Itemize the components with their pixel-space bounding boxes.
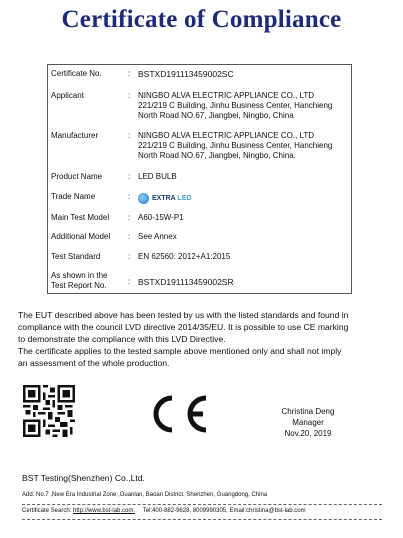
label-product-name: Product Name	[51, 172, 103, 181]
value-main-test-model: A60-15W-P1	[138, 213, 184, 222]
applicant-line: 221/219 C Building, Jinhu Business Center, Hanchieng	[138, 101, 333, 110]
qr-code-icon	[23, 385, 75, 437]
label-test-standard: Test Standard	[51, 252, 101, 261]
label-certificate-no: Certificate No.	[51, 69, 102, 78]
label-line: As shown in the	[51, 271, 108, 280]
label-test-report	[51, 271, 123, 291]
bulb-logo-icon	[138, 193, 149, 204]
separator: :	[128, 277, 131, 286]
statement-line: The EUT described above has been tested by us with the listed standards and found in	[18, 310, 349, 320]
certificate-title: Certificate of Compliance	[61, 6, 342, 33]
ce-mark-icon	[146, 393, 212, 435]
manufacturer-line: North Road NO.67, Jiangbei, Ningbo, China.	[138, 151, 296, 160]
label-main-test-model: Main Test Model	[51, 213, 110, 222]
separator: :	[128, 69, 131, 78]
label-applicant: Applicant	[51, 91, 84, 100]
manufacturer-line: NINGBO ALVA ELECTRIC APPLIANCE CO., LTD	[138, 131, 315, 140]
company-address: Add: No.7 ,New Era Industrial Zone ,Guanlan, Baoan District, Shenzhen, Guangdong, China	[22, 492, 268, 498]
website-link[interactable]: http://www.bst-lab.com.	[73, 508, 136, 514]
brand-word-led: LED	[177, 194, 192, 202]
company-name: BST Testing(Shenzhen) Co.,Ltd.	[22, 473, 145, 483]
brand-word: EXTRA	[152, 194, 176, 202]
label-additional-model: Additional Model	[51, 232, 111, 241]
label-manufacturer: Manufacturer	[51, 131, 99, 140]
certificate-search-label: Certificate Search:	[22, 508, 72, 514]
compliance-statement	[18, 309, 390, 369]
separator: :	[128, 213, 131, 222]
statement-line: an assessment of the whole production.	[18, 358, 170, 368]
brand-name	[152, 194, 191, 204]
signer-name: Christina Deng	[281, 407, 335, 416]
value-applicant	[138, 91, 348, 121]
contact-line	[22, 508, 306, 514]
label-line: Test Report No.	[51, 281, 107, 290]
value-test-standard: EN 62560: 2012+A1:2015	[138, 252, 231, 261]
certificate-details-table	[47, 64, 352, 294]
separator: :	[128, 91, 131, 100]
statement-line: to demonstrate the compliance with this LVD Directive.	[18, 334, 226, 344]
value-certificate-no: BSTXD191113459002SC	[138, 69, 234, 79]
separator: :	[128, 232, 131, 241]
separator: :	[128, 192, 131, 201]
applicant-line: NINGBO ALVA ELECTRIC APPLIANCE CO., LTD	[138, 91, 315, 100]
value-manufacturer	[138, 131, 348, 161]
statement-line: compliance with the council LVD directive 2014/35/EU. It is possible to use CE marking	[18, 322, 349, 332]
value-additional-model: See Annex	[138, 232, 177, 241]
footer-divider	[22, 519, 382, 520]
value-product-name: LED BULB	[138, 172, 177, 181]
phone-email: Tel:400-882-9628, 8009990305, Email:christina@bst-lab.com	[142, 508, 306, 514]
trade-name-logo	[138, 193, 348, 204]
signature-date: Nov.20, 2019	[284, 429, 332, 438]
signature-block	[258, 406, 358, 439]
manufacturer-line: 221/219 C Building, Jinhu Business Center, Hanchieng	[138, 141, 333, 150]
signer-title: Manager	[292, 418, 324, 427]
applicant-line: North Road NO.67, Jiangbei, Ningbo, China	[138, 111, 294, 120]
footer-divider	[22, 504, 382, 505]
label-trade-name: Trade Name	[51, 192, 96, 201]
value-test-report: BSTXD191113459002SR	[138, 277, 234, 287]
statement-line: The certificate applies to the tested sample above mentioned only and shall not imply	[18, 346, 342, 356]
separator: :	[128, 172, 131, 181]
separator: :	[128, 252, 131, 261]
separator: :	[128, 131, 131, 140]
